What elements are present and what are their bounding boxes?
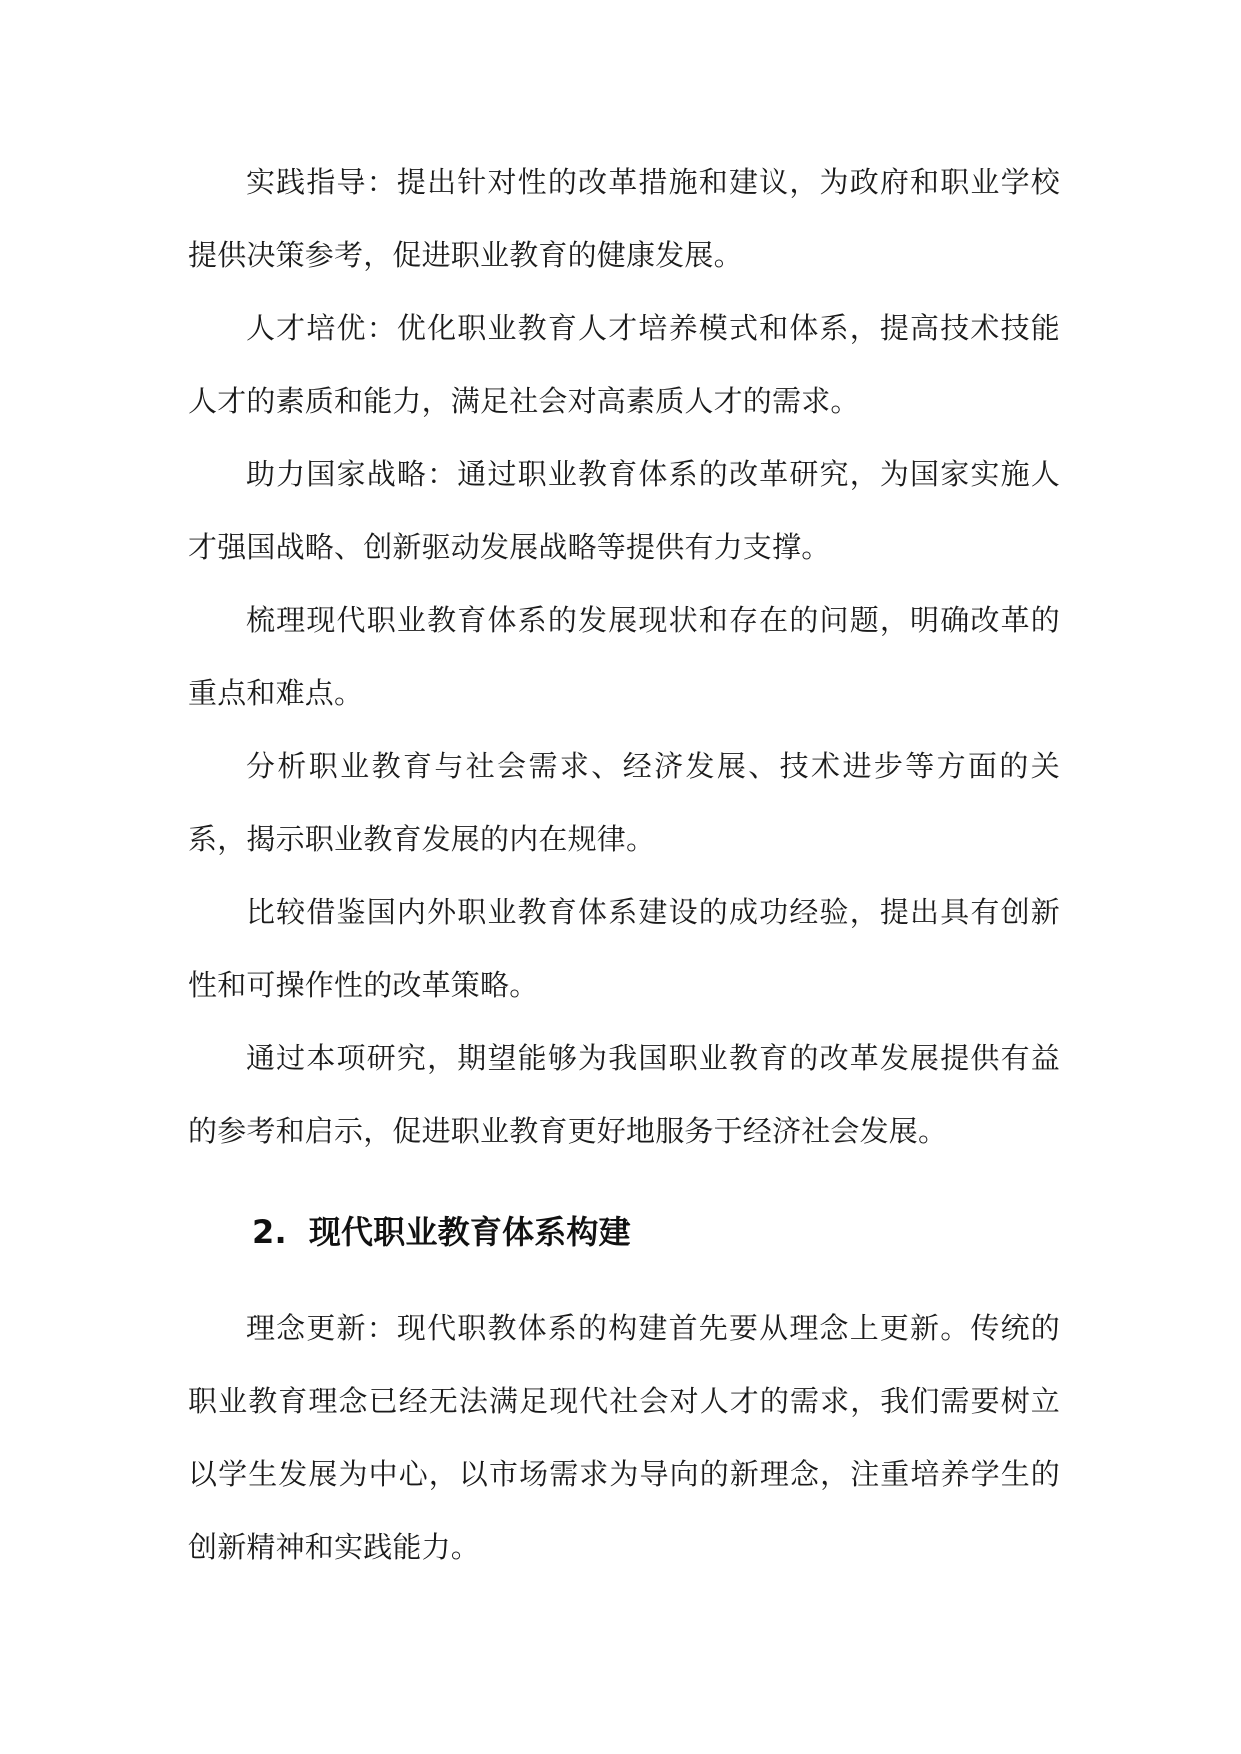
paragraph-compare-experience: 比较借鉴国内外职业教育体系建设的成功经验，提出具有创新性和可操作性的改革策略。 (188, 895, 1060, 1002)
section-number: 2. (252, 1213, 287, 1251)
section-heading (188, 1202, 1060, 1262)
paragraph-research-expectation: 通过本项研究，期望能够为我国职业教育的改革发展提供有益的参考和启示，促进职业教育更好地服务于经济社会发展。 (188, 1041, 1060, 1148)
paragraph-national-strategy: 助力国家战略：通过职业教育体系的改革研究，为国家实施人才强国战略、创新驱动发展战略等提供有力支撑。 (188, 457, 1060, 564)
paragraph-concept-update: 理念更新：现代职教体系的构建首先要从理念上更新。传统的职业教育理念已经无法满足现代社会对人才的需求，我们需要树立以学生发展为中心，以市场需求为导向的新理念，注重培养学生的创新精神和实践能力。 (188, 1311, 1060, 1564)
paragraph-talent-cultivation: 人才培优：优化职业教育人才培养模式和体系，提高技术技能人才的素质和能力，满足社会对高素质人才的需求。 (188, 311, 1060, 418)
document-body (188, 146, 1060, 1584)
section-title: 现代职业教育体系构建 (308, 1213, 631, 1251)
paragraph-practice-guidance: 实践指导：提出针对性的改革措施和建议，为政府和职业学校提供决策参考，促进职业教育的健康发展。 (188, 165, 1060, 272)
paragraph-analyze-relations: 分析职业教育与社会需求、经济发展、技术进步等方面的关系，揭示职业教育发展的内在规律。 (188, 749, 1060, 856)
paragraph-sort-out-status: 梳理现代职业教育体系的发展现状和存在的问题，明确改革的重点和难点。 (188, 603, 1060, 710)
